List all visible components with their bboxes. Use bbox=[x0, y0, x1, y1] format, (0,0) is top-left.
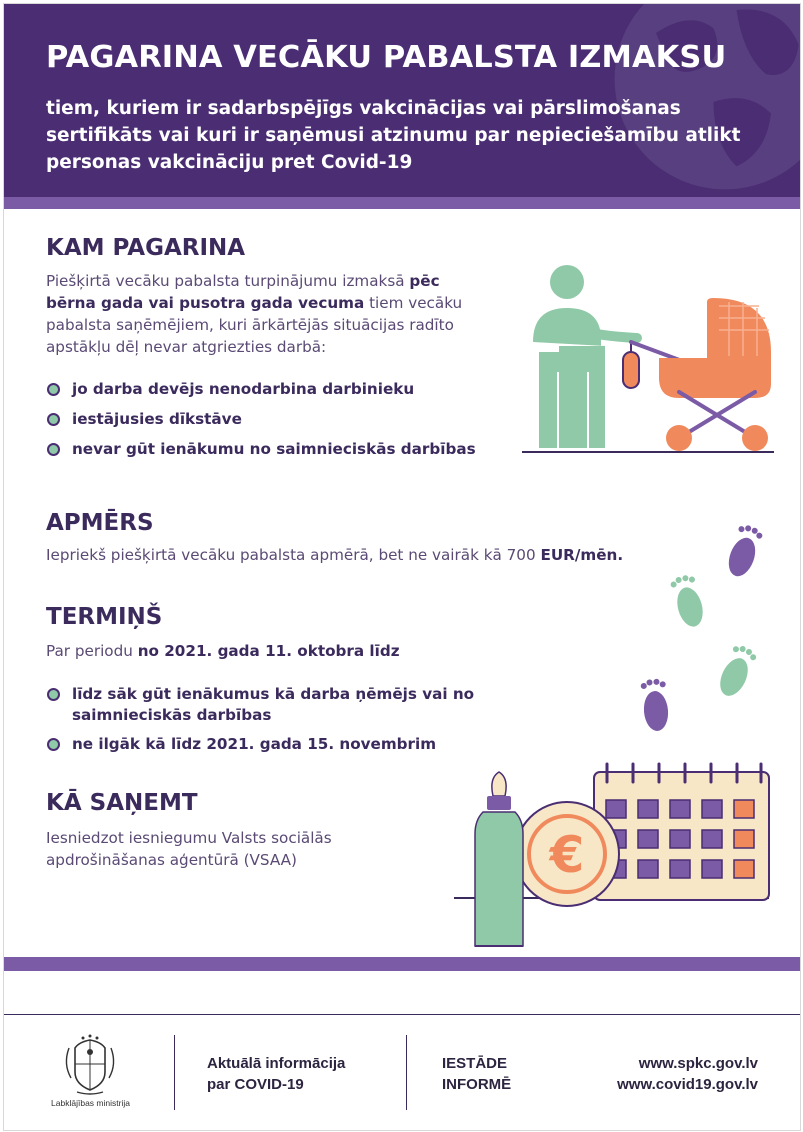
list-item bbox=[46, 409, 516, 430]
list-item bbox=[46, 734, 516, 755]
termins-text-bold: no 2021. gada 11. oktobra līdz bbox=[137, 642, 400, 660]
footprint-icon bbox=[723, 522, 764, 579]
bullet-icon bbox=[47, 413, 60, 426]
poster bbox=[3, 3, 801, 1131]
coat-of-arms-icon bbox=[59, 1034, 121, 1096]
apmers-text-main: Iepriekš piešķirtā vecāku pabalsta apmērā, bet ne vairāk kā 700 bbox=[46, 546, 541, 564]
header-banner bbox=[4, 4, 800, 197]
parent-stroller-illustration bbox=[519, 262, 779, 458]
bullet-icon bbox=[47, 688, 60, 701]
footprint-icon bbox=[640, 678, 669, 732]
section-heading-kam: KAM PAGARINA bbox=[46, 235, 246, 261]
sanemt-text: Iesniedzot iesniegumu Valsts sociālās apdrošināšanas aģentūrā (VSAA) bbox=[46, 829, 332, 869]
list-item-text: jo darba devējs nenodarbina darbinieku bbox=[72, 380, 415, 398]
footer-info-line: par COVID-19 bbox=[207, 1076, 304, 1093]
bullet-icon bbox=[47, 443, 60, 456]
footer-iestade-line: IESTĀDE bbox=[442, 1055, 508, 1072]
footprint-icon bbox=[714, 643, 759, 701]
list-item-text: ne ilgāk kā līdz 2021. gada 15. novembrim bbox=[72, 735, 437, 753]
termins-text bbox=[46, 640, 606, 662]
bullet-icon bbox=[47, 738, 60, 751]
bottom-strip bbox=[4, 957, 800, 971]
kam-intro-text: Piešķirtā vecāku pabalsta turpinājumu izmaksā bbox=[46, 272, 410, 290]
apmers-text bbox=[46, 544, 686, 566]
page-title: PAGARINA VECĀKU PABALSTA IZMAKSU bbox=[46, 40, 727, 75]
page-subtitle: tiem, kuriem ir sadarbspējīgs vakcinācijas vai pārslimošanas sertifikāts vai kuri ir saņēmusi atzinumu par nepieciešamību atlikt personas vakcināciju pret Covid-19 bbox=[46, 98, 741, 173]
termins-bullet-list bbox=[46, 684, 516, 755]
footprint-icon bbox=[669, 573, 707, 630]
list-item-text: līdz sāk gūt ienākumus kā darba ņēmējs vai no saimnieciskās darbības bbox=[72, 685, 475, 724]
section-heading-apmers: APMĒRS bbox=[46, 510, 154, 536]
bullet-icon bbox=[47, 383, 60, 396]
footer-separator bbox=[406, 1035, 407, 1110]
covid19-link[interactable]: www.covid19.gov.lv bbox=[617, 1076, 758, 1093]
section-heading-sanemt: KĀ SAŅEMT bbox=[46, 790, 198, 816]
kam-intro bbox=[46, 270, 486, 358]
kam-intro-bold: pēc bērna gada vai pusotra gada vecuma bbox=[46, 272, 440, 312]
footer-info-line: Aktuālā informācija bbox=[207, 1055, 346, 1072]
kam-intro-text-2: tiem vecāku pabalsta saņēmējiem, kuri ārkārtējās situācijas radīto apstākļu dēļ nevar atgriezties darbā: bbox=[46, 294, 463, 356]
footer-iestade bbox=[442, 1053, 511, 1095]
ministry-label: Labklājības ministrija bbox=[51, 1098, 130, 1108]
list-item bbox=[46, 684, 512, 726]
apmers-text-bold: EUR/mēn. bbox=[540, 546, 624, 564]
list-item-text: nevar gūt ienākumu no saimnieciskās darbības bbox=[72, 440, 476, 458]
spkc-link[interactable]: www.spkc.gov.lv bbox=[638, 1055, 758, 1072]
section-heading-termins: TERMIŅŠ bbox=[46, 604, 163, 630]
footer-iestade-line: INFORMĒ bbox=[442, 1076, 512, 1093]
header-strip bbox=[4, 197, 800, 209]
footer-urls bbox=[617, 1053, 758, 1095]
euro-icon: € bbox=[549, 826, 585, 884]
list-item bbox=[46, 439, 516, 460]
footer-separator bbox=[174, 1035, 175, 1110]
footer-info bbox=[207, 1053, 345, 1095]
kam-bullet-list bbox=[46, 379, 516, 460]
list-item bbox=[46, 379, 516, 400]
termins-text-main: Par periodu bbox=[46, 642, 138, 660]
list-item-text: iestājusies dīkstāve bbox=[72, 410, 242, 428]
footer-divider bbox=[4, 1014, 800, 1015]
footprints-illustration bbox=[634, 519, 784, 739]
calendar-coin-bottle-illustration bbox=[449, 760, 779, 950]
